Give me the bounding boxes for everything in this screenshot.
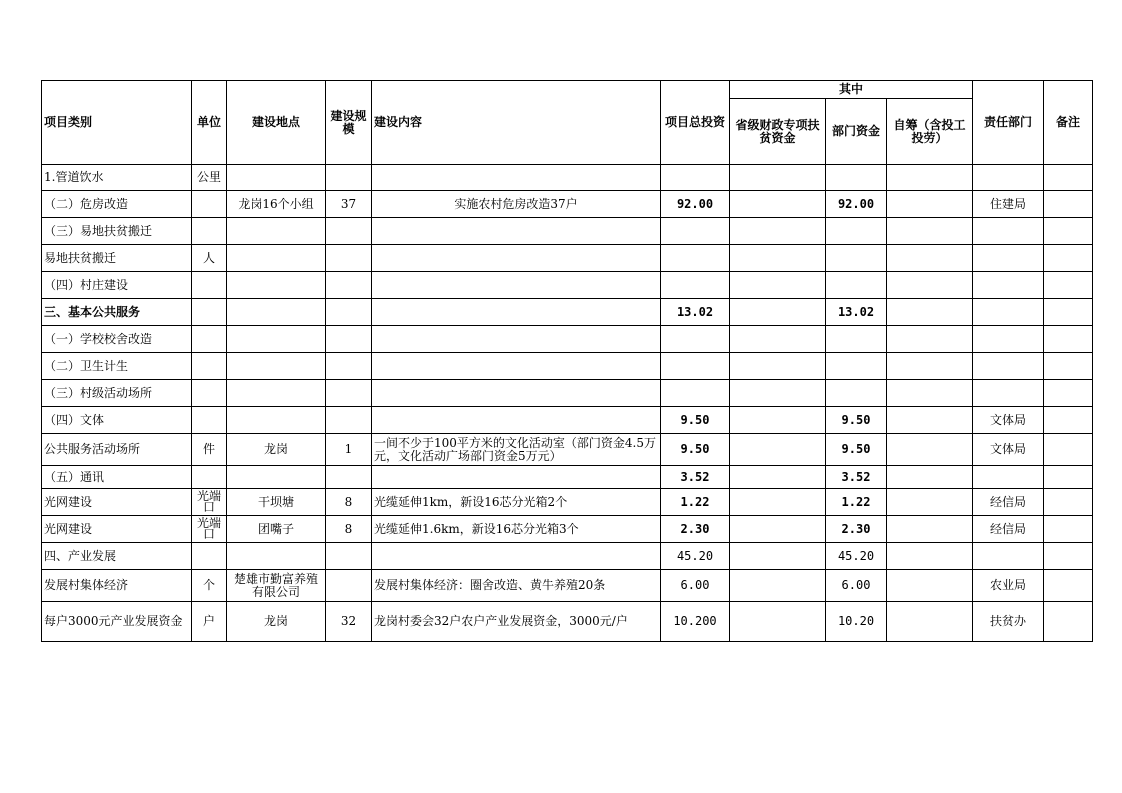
table-row bbox=[42, 489, 1093, 516]
cell-dept-funds bbox=[826, 272, 887, 299]
table-row bbox=[42, 516, 1093, 543]
header-self-raised: 自筹（含投工投劳） bbox=[887, 99, 973, 165]
table-row bbox=[42, 191, 1093, 218]
cell-category: （二）危房改造 bbox=[42, 191, 192, 218]
cell-self-raised bbox=[887, 272, 973, 299]
table-row bbox=[42, 245, 1093, 272]
table-row bbox=[42, 434, 1093, 466]
cell-provincial bbox=[730, 380, 826, 407]
cell-scale bbox=[326, 299, 372, 326]
cell-location bbox=[227, 272, 326, 299]
cell-provincial bbox=[730, 326, 826, 353]
cell-location bbox=[227, 218, 326, 245]
cell-total bbox=[661, 218, 730, 245]
cell-remarks bbox=[1044, 299, 1093, 326]
cell-responsible bbox=[973, 380, 1044, 407]
cell-scale bbox=[326, 245, 372, 272]
cell-location: 楚雄市勤富养殖有限公司 bbox=[227, 570, 326, 602]
cell-responsible bbox=[973, 466, 1044, 489]
cell-self-raised bbox=[887, 299, 973, 326]
cell-total bbox=[661, 245, 730, 272]
cell-unit: 公里 bbox=[192, 165, 227, 191]
cell-content: 实施农村危房改造37户 bbox=[372, 191, 661, 218]
cell-location: 龙岗 bbox=[227, 434, 326, 466]
cell-unit bbox=[192, 380, 227, 407]
cell-self-raised bbox=[887, 466, 973, 489]
cell-unit bbox=[192, 299, 227, 326]
cell-dept-funds: 92.00 bbox=[826, 191, 887, 218]
header-unit: 单位 bbox=[192, 81, 227, 165]
cell-dept-funds bbox=[826, 218, 887, 245]
cell-dept-funds: 2.30 bbox=[826, 516, 887, 543]
cell-content bbox=[372, 272, 661, 299]
cell-unit bbox=[192, 353, 227, 380]
cell-location bbox=[227, 543, 326, 570]
cell-content: 光缆延伸1km，新设16芯分光箱2个 bbox=[372, 489, 661, 516]
cell-dept-funds: 9.50 bbox=[826, 407, 887, 434]
cell-provincial bbox=[730, 434, 826, 466]
cell-category: 1.管道饮水 bbox=[42, 165, 192, 191]
cell-total bbox=[661, 380, 730, 407]
header-scale: 建设规模 bbox=[326, 81, 372, 165]
cell-dept-funds: 13.02 bbox=[826, 299, 887, 326]
cell-total: 92.00 bbox=[661, 191, 730, 218]
cell-unit: 件 bbox=[192, 434, 227, 466]
cell-content bbox=[372, 299, 661, 326]
cell-category: （一）学校校舍改造 bbox=[42, 326, 192, 353]
cell-content bbox=[372, 353, 661, 380]
cell-unit bbox=[192, 543, 227, 570]
cell-total bbox=[661, 353, 730, 380]
cell-remarks bbox=[1044, 191, 1093, 218]
cell-provincial bbox=[730, 516, 826, 543]
cell-dept-funds bbox=[826, 353, 887, 380]
table-row bbox=[42, 407, 1093, 434]
cell-dept-funds: 3.52 bbox=[826, 466, 887, 489]
cell-scale: 8 bbox=[326, 489, 372, 516]
table-row bbox=[42, 466, 1093, 489]
cell-unit: 个 bbox=[192, 570, 227, 602]
table-row bbox=[42, 543, 1093, 570]
cell-total: 2.30 bbox=[661, 516, 730, 543]
cell-remarks bbox=[1044, 353, 1093, 380]
cell-self-raised bbox=[887, 516, 973, 543]
cell-scale bbox=[326, 353, 372, 380]
cell-dept-funds: 10.20 bbox=[826, 602, 887, 642]
cell-unit: 光端口 bbox=[192, 516, 227, 543]
cell-responsible: 经信局 bbox=[973, 516, 1044, 543]
cell-remarks bbox=[1044, 326, 1093, 353]
cell-category: 光网建设 bbox=[42, 489, 192, 516]
cell-content bbox=[372, 245, 661, 272]
cell-self-raised bbox=[887, 165, 973, 191]
cell-responsible bbox=[973, 165, 1044, 191]
header-total: 项目总投资 bbox=[661, 81, 730, 165]
cell-provincial bbox=[730, 543, 826, 570]
cell-responsible bbox=[973, 543, 1044, 570]
cell-remarks bbox=[1044, 466, 1093, 489]
cell-total bbox=[661, 272, 730, 299]
table-row bbox=[42, 602, 1093, 642]
cell-remarks bbox=[1044, 489, 1093, 516]
cell-provincial bbox=[730, 353, 826, 380]
header-dept-funds: 部门资金 bbox=[826, 99, 887, 165]
cell-scale: 1 bbox=[326, 434, 372, 466]
cell-unit bbox=[192, 407, 227, 434]
cell-category: （五）通讯 bbox=[42, 466, 192, 489]
header-among: 其中 bbox=[730, 81, 973, 99]
cell-total: 10.200 bbox=[661, 602, 730, 642]
cell-self-raised bbox=[887, 218, 973, 245]
cell-scale bbox=[326, 218, 372, 245]
cell-total: 9.50 bbox=[661, 434, 730, 466]
cell-self-raised bbox=[887, 602, 973, 642]
cell-total bbox=[661, 326, 730, 353]
header-category: 项目类别 bbox=[42, 81, 192, 165]
cell-self-raised bbox=[887, 543, 973, 570]
cell-location: 干坝塘 bbox=[227, 489, 326, 516]
cell-responsible bbox=[973, 218, 1044, 245]
cell-responsible: 扶贫办 bbox=[973, 602, 1044, 642]
cell-content: 光缆延伸1.6km，新设16芯分光箱3个 bbox=[372, 516, 661, 543]
cell-location bbox=[227, 380, 326, 407]
cell-self-raised bbox=[887, 489, 973, 516]
cell-category: 光网建设 bbox=[42, 516, 192, 543]
cell-category: （二）卫生计生 bbox=[42, 353, 192, 380]
header-remarks: 备注 bbox=[1044, 81, 1093, 165]
cell-self-raised bbox=[887, 570, 973, 602]
cell-category: （四）村庄建设 bbox=[42, 272, 192, 299]
cell-remarks bbox=[1044, 407, 1093, 434]
table-row bbox=[42, 353, 1093, 380]
cell-total: 6.00 bbox=[661, 570, 730, 602]
cell-total: 9.50 bbox=[661, 407, 730, 434]
cell-responsible bbox=[973, 245, 1044, 272]
cell-provincial bbox=[730, 165, 826, 191]
cell-provincial bbox=[730, 299, 826, 326]
cell-scale bbox=[326, 570, 372, 602]
cell-scale bbox=[326, 380, 372, 407]
cell-self-raised bbox=[887, 380, 973, 407]
cell-scale bbox=[326, 165, 372, 191]
cell-content bbox=[372, 543, 661, 570]
cell-content bbox=[372, 326, 661, 353]
cell-location bbox=[227, 326, 326, 353]
cell-scale bbox=[326, 407, 372, 434]
cell-content bbox=[372, 407, 661, 434]
cell-content: 一间不少于100平方米的文化活动室（部门资金4.5万元，文化活动广场部门资金5万元） bbox=[372, 434, 661, 466]
cell-responsible: 文体局 bbox=[973, 407, 1044, 434]
cell-remarks bbox=[1044, 272, 1093, 299]
cell-category: （三）村级活动场所 bbox=[42, 380, 192, 407]
cell-content bbox=[372, 380, 661, 407]
cell-scale bbox=[326, 326, 372, 353]
cell-category: 三、基本公共服务 bbox=[42, 299, 192, 326]
cell-content: 龙岗村委会32户农户产业发展资金，3000元/户 bbox=[372, 602, 661, 642]
cell-self-raised bbox=[887, 191, 973, 218]
cell-remarks bbox=[1044, 543, 1093, 570]
table-row bbox=[42, 326, 1093, 353]
cell-provincial bbox=[730, 602, 826, 642]
cell-category: 每户3000元产业发展资金 bbox=[42, 602, 192, 642]
header-responsible: 责任部门 bbox=[973, 81, 1044, 165]
cell-dept-funds bbox=[826, 165, 887, 191]
cell-remarks bbox=[1044, 516, 1093, 543]
cell-dept-funds: 6.00 bbox=[826, 570, 887, 602]
cell-total: 1.22 bbox=[661, 489, 730, 516]
header-location: 建设地点 bbox=[227, 81, 326, 165]
cell-unit bbox=[192, 218, 227, 245]
cell-provincial bbox=[730, 570, 826, 602]
header-content: 建设内容 bbox=[372, 81, 661, 165]
cell-provincial bbox=[730, 191, 826, 218]
cell-self-raised bbox=[887, 434, 973, 466]
cell-content bbox=[372, 218, 661, 245]
table-row bbox=[42, 570, 1093, 602]
cell-self-raised bbox=[887, 326, 973, 353]
cell-category: 公共服务活动场所 bbox=[42, 434, 192, 466]
cell-location: 龙岗16个小组 bbox=[227, 191, 326, 218]
cell-location bbox=[227, 245, 326, 272]
cell-scale: 32 bbox=[326, 602, 372, 642]
cell-unit bbox=[192, 272, 227, 299]
cell-provincial bbox=[730, 272, 826, 299]
cell-responsible bbox=[973, 299, 1044, 326]
project-table bbox=[41, 80, 1093, 642]
cell-responsible bbox=[973, 353, 1044, 380]
table-row bbox=[42, 299, 1093, 326]
cell-scale bbox=[326, 466, 372, 489]
table-row bbox=[42, 380, 1093, 407]
cell-category: （四）文体 bbox=[42, 407, 192, 434]
cell-dept-funds: 9.50 bbox=[826, 434, 887, 466]
cell-provincial bbox=[730, 245, 826, 272]
cell-remarks bbox=[1044, 602, 1093, 642]
cell-scale bbox=[326, 272, 372, 299]
cell-total: 13.02 bbox=[661, 299, 730, 326]
cell-content bbox=[372, 165, 661, 191]
cell-remarks bbox=[1044, 434, 1093, 466]
cell-content: 发展村集体经济：圈舍改造、黄牛养殖20条 bbox=[372, 570, 661, 602]
cell-dept-funds bbox=[826, 326, 887, 353]
cell-location bbox=[227, 407, 326, 434]
table-row bbox=[42, 218, 1093, 245]
cell-category: 四、产业发展 bbox=[42, 543, 192, 570]
cell-total: 3.52 bbox=[661, 466, 730, 489]
cell-location: 团嘴子 bbox=[227, 516, 326, 543]
cell-category: （三）易地扶贫搬迁 bbox=[42, 218, 192, 245]
cell-provincial bbox=[730, 407, 826, 434]
cell-self-raised bbox=[887, 245, 973, 272]
cell-total: 45.20 bbox=[661, 543, 730, 570]
cell-remarks bbox=[1044, 570, 1093, 602]
cell-remarks bbox=[1044, 245, 1093, 272]
cell-remarks bbox=[1044, 380, 1093, 407]
cell-scale bbox=[326, 543, 372, 570]
cell-responsible: 文体局 bbox=[973, 434, 1044, 466]
cell-responsible bbox=[973, 272, 1044, 299]
cell-location bbox=[227, 466, 326, 489]
cell-provincial bbox=[730, 489, 826, 516]
cell-category: 发展村集体经济 bbox=[42, 570, 192, 602]
cell-unit: 人 bbox=[192, 245, 227, 272]
cell-unit bbox=[192, 466, 227, 489]
cell-location bbox=[227, 353, 326, 380]
cell-remarks bbox=[1044, 165, 1093, 191]
cell-self-raised bbox=[887, 407, 973, 434]
cell-unit bbox=[192, 191, 227, 218]
cell-total bbox=[661, 165, 730, 191]
cell-responsible: 农业局 bbox=[973, 570, 1044, 602]
cell-location: 龙岗 bbox=[227, 602, 326, 642]
cell-scale: 37 bbox=[326, 191, 372, 218]
cell-unit bbox=[192, 326, 227, 353]
cell-dept-funds bbox=[826, 245, 887, 272]
cell-location bbox=[227, 165, 326, 191]
cell-scale: 8 bbox=[326, 516, 372, 543]
cell-responsible: 住建局 bbox=[973, 191, 1044, 218]
cell-dept-funds: 45.20 bbox=[826, 543, 887, 570]
cell-responsible bbox=[973, 326, 1044, 353]
cell-category: 易地扶贫搬迁 bbox=[42, 245, 192, 272]
table-row bbox=[42, 272, 1093, 299]
table-row bbox=[42, 165, 1093, 191]
cell-provincial bbox=[730, 466, 826, 489]
cell-unit: 光端口 bbox=[192, 489, 227, 516]
cell-location bbox=[227, 299, 326, 326]
header-provincial: 省级财政专项扶贫资金 bbox=[730, 99, 826, 165]
cell-dept-funds bbox=[826, 380, 887, 407]
cell-remarks bbox=[1044, 218, 1093, 245]
cell-unit: 户 bbox=[192, 602, 227, 642]
cell-provincial bbox=[730, 218, 826, 245]
cell-dept-funds: 1.22 bbox=[826, 489, 887, 516]
cell-content bbox=[372, 466, 661, 489]
cell-responsible: 经信局 bbox=[973, 489, 1044, 516]
cell-self-raised bbox=[887, 353, 973, 380]
